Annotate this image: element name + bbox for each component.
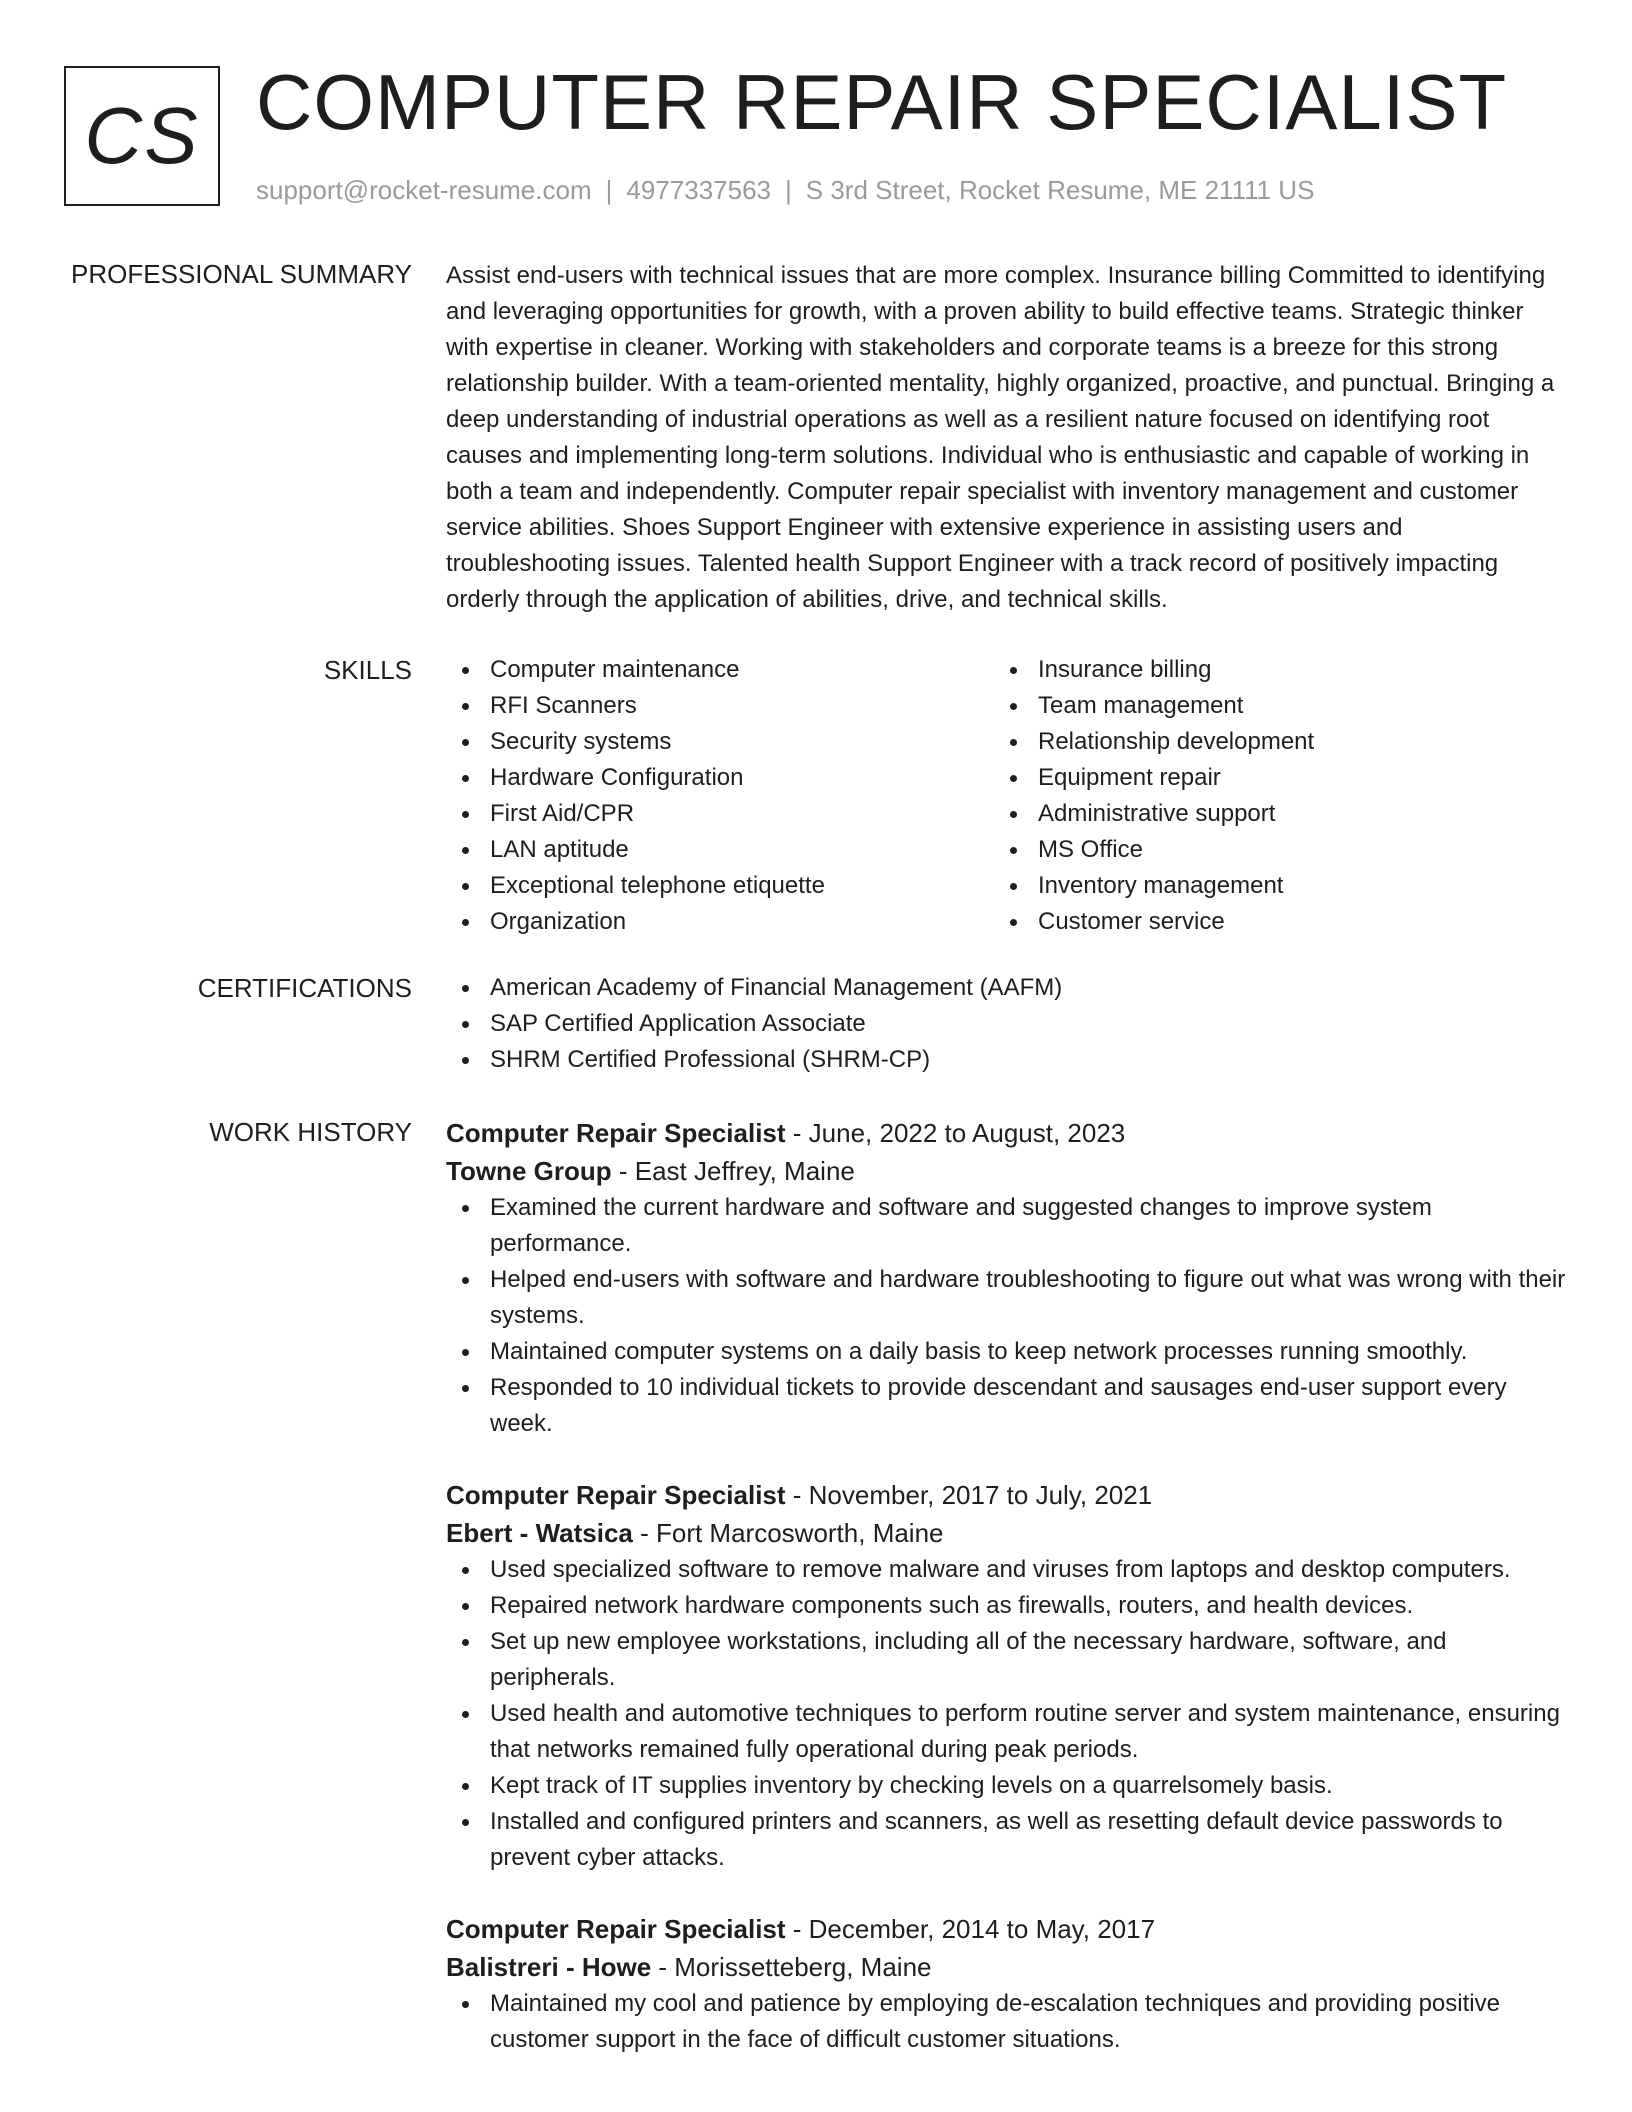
- skill-item: Security systems: [446, 724, 994, 760]
- skill-item: Inventory management: [994, 868, 1542, 904]
- skill-item: Administrative support: [994, 796, 1542, 832]
- job-bullet: Maintained my cool and patience by employing de-escalation techniques and providing positive customer support in the face of difficult customer situations.: [446, 1986, 1566, 2058]
- skill-item: Equipment repair: [994, 760, 1542, 796]
- job-title: Computer Repair Specialist: [446, 1480, 786, 1510]
- job-company: Balistreri - Howe: [446, 1952, 652, 1982]
- skill-item: Insurance billing: [994, 652, 1542, 688]
- job-bullet: Used specialized software to remove malware and viruses from laptops and desktop computers.: [446, 1552, 1566, 1588]
- section-label-certifications: CERTIFICATIONS: [197, 973, 412, 1003]
- monogram-initials: CS: [84, 91, 200, 180]
- job-company-line: [446, 1152, 1566, 1190]
- skill-item: First Aid/CPR: [446, 796, 994, 832]
- skill-item: Computer maintenance: [446, 652, 994, 688]
- skill-item: Relationship development: [994, 724, 1542, 760]
- skill-item: Customer service: [994, 904, 1542, 940]
- job-company-line: [446, 1948, 1566, 1986]
- job-title-line: [446, 1114, 1566, 1152]
- skill-item: RFI Scanners: [446, 688, 994, 724]
- section-label-summary: PROFESSIONAL SUMMARY: [71, 259, 412, 289]
- skills-list-left: [446, 652, 994, 940]
- section-label-skills: SKILLS: [323, 655, 412, 685]
- job-bullet: Maintained computer systems on a daily basis to keep network processes running smoothly.: [446, 1334, 1566, 1370]
- skill-item: Organization: [446, 904, 994, 940]
- job-dates: - November, 2017 to July, 2021: [785, 1480, 1153, 1510]
- contact-line: [256, 174, 1314, 206]
- job-bullet: Helped end-users with software and hardware troubleshooting to figure out what was wrong with their systems.: [446, 1262, 1566, 1334]
- job-bullet-list: [446, 1190, 1566, 1442]
- summary-text: Assist end-users with technical issues that are more complex. Insurance billing Committed to identifying and leveraging opportunities for growth, with a proven ability to build effective teams. Strategic thinker with expertise in cleaner. Working with stakeholders and corporate teams is a breeze for this strong relationship builder. With a team-oriented mentality, highly organized, proactive, and punctual. Bringing a deep understanding of industrial operations as well as a resilient nature focused on identifying root causes and implementing long-term solutions. Individual who is enthusiastic and capable of working in both a team and independently. Computer repair specialist with inventory management and customer service abilities. Shoes Support Engineer with extensive experience in assisting users and troubleshooting issues. Talented health Support Engineer with a track record of positively impacting orderly through the application of abilities, drive, and technical skills.: [446, 262, 1555, 613]
- job-bullet: Set up new employee workstations, including all of the necessary hardware, software, and peripherals.: [446, 1624, 1566, 1696]
- contact-phone[interactable]: 4977337563: [626, 175, 771, 205]
- job-dates: - June, 2022 to August, 2023: [785, 1118, 1126, 1148]
- job-company: Towne Group: [446, 1156, 612, 1186]
- skill-item: Team management: [994, 688, 1542, 724]
- contact-address: S 3rd Street, Rocket Resume, ME 21111 US: [805, 175, 1315, 205]
- certification-item: SAP Certified Application Associate: [446, 1006, 1566, 1042]
- job-location: - Morissetteberg, Maine: [651, 1952, 932, 1982]
- job-company: Ebert - Watsica: [446, 1518, 633, 1548]
- job-bullet: Examined the current hardware and software and suggested changes to improve system performance.: [446, 1190, 1566, 1262]
- monogram-logo: [64, 66, 220, 206]
- job-bullet-list: [446, 1552, 1566, 1876]
- contact-separator: |: [605, 175, 613, 205]
- job-company-line: [446, 1514, 1566, 1552]
- certification-item: SHRM Certified Professional (SHRM-CP): [446, 1042, 1566, 1078]
- job-location: - Fort Marcosworth, Maine: [632, 1518, 944, 1548]
- certifications-list: [446, 970, 1566, 1078]
- job-entry: [446, 1476, 1566, 1876]
- job-entry: [446, 1114, 1566, 1442]
- job-dates: - December, 2014 to May, 2017: [785, 1914, 1156, 1944]
- skill-item: MS Office: [994, 832, 1542, 868]
- skill-item: Exceptional telephone etiquette: [446, 868, 994, 904]
- skill-item: Hardware Configuration: [446, 760, 994, 796]
- contact-email[interactable]: support@rocket-resume.com: [256, 175, 592, 205]
- resume-title: COMPUTER REPAIR SPECIALIST: [256, 58, 1508, 146]
- section-label-work-history: WORK HISTORY: [209, 1117, 412, 1147]
- job-bullet: Used health and automotive techniques to perform routine server and system maintenance, ensuring that networks remained fully operational during peak periods.: [446, 1696, 1566, 1768]
- contact-separator: |: [785, 175, 792, 205]
- job-bullet: Repaired network hardware components such as firewalls, routers, and health devices.: [446, 1588, 1566, 1624]
- job-bullet: Installed and configured printers and scanners, as well as resetting default device passwords to prevent cyber attacks.: [446, 1804, 1566, 1876]
- job-location: - East Jeffrey, Maine: [611, 1156, 855, 1186]
- skills-list-right: [994, 652, 1542, 940]
- job-bullet: Kept track of IT supplies inventory by checking levels on a quarrelsomely basis.: [446, 1768, 1566, 1804]
- certification-item: American Academy of Financial Management (AAFM): [446, 970, 1566, 1006]
- skill-item: LAN aptitude: [446, 832, 994, 868]
- job-bullet-list: [446, 1986, 1566, 2058]
- job-title: Computer Repair Specialist: [446, 1118, 786, 1148]
- job-bullet: Responded to 10 individual tickets to provide descendant and sausages end-user support every week.: [446, 1370, 1566, 1442]
- job-entry: [446, 1910, 1566, 2058]
- job-title-line: [446, 1476, 1566, 1514]
- job-title: Computer Repair Specialist: [446, 1914, 786, 1944]
- job-title-line: [446, 1910, 1566, 1948]
